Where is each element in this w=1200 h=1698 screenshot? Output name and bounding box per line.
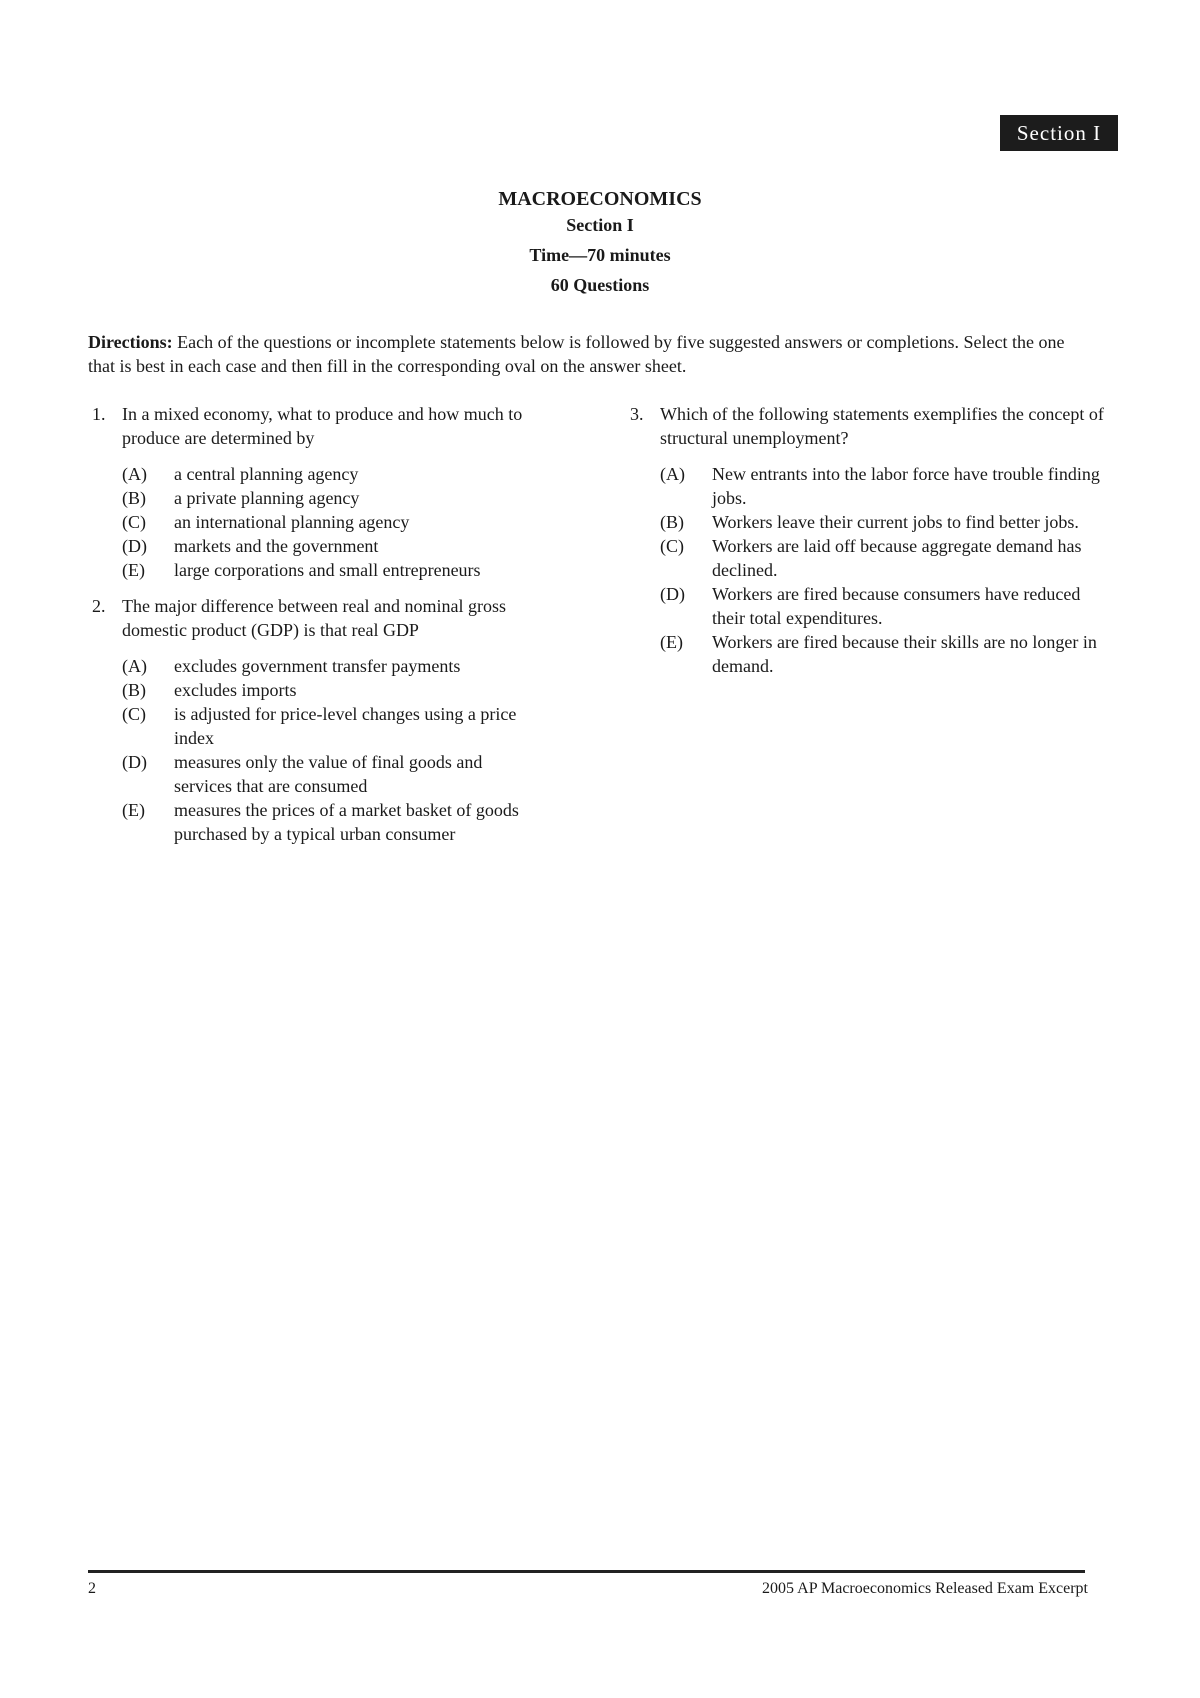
answer-option (92, 678, 537, 702)
answer-option (92, 462, 537, 486)
option-text: excludes imports (174, 680, 297, 700)
option-label: (E) (122, 800, 145, 820)
directions-label: Directions: (88, 332, 173, 352)
answer-option (92, 510, 537, 534)
option-text: is adjusted for price-level changes using a price index (174, 704, 517, 748)
question-1-options (92, 462, 537, 582)
footer-source: 2005 AP Macroeconomics Released Exam Excerpt (762, 1580, 1088, 1597)
option-label: (A) (122, 656, 147, 676)
question-number: 1. (92, 404, 106, 424)
answer-option (92, 798, 537, 846)
option-label: (D) (122, 536, 147, 556)
option-label: (D) (122, 752, 147, 772)
section-heading: Section I (566, 215, 634, 235)
option-label: (B) (122, 680, 146, 700)
option-label: (C) (122, 704, 146, 724)
page-title: MACROECONOMICS (498, 188, 702, 210)
question-number: 3. (630, 404, 644, 424)
option-text: Workers leave their current jobs to find better jobs. (712, 512, 1079, 532)
answer-option (92, 750, 537, 798)
option-text: an international planning agency (174, 512, 410, 532)
option-text: Workers are fired because their skills are no longer in demand. (712, 632, 1097, 676)
option-text: markets and the government (174, 536, 379, 556)
option-text: measures only the value of final goods and services that are consumed (174, 752, 483, 796)
option-text: a central planning agency (174, 464, 359, 484)
option-text: large corporations and small entrepreneurs (174, 560, 481, 580)
option-label: (C) (660, 536, 684, 556)
answer-option (92, 654, 537, 678)
option-text: excludes government transfer payments (174, 656, 461, 676)
page-number: 2 (88, 1580, 96, 1597)
answer-option (630, 462, 1108, 510)
footer-rule (88, 1570, 1085, 1573)
left-column (92, 402, 537, 858)
option-text: measures the prices of a market basket of goods purchased by a typical urban consumer (174, 800, 519, 844)
answer-option (630, 510, 1108, 534)
answer-option (92, 486, 537, 510)
question-3 (630, 402, 1108, 450)
question-text: In a mixed economy, what to produce and how much to produce are determined by (122, 404, 523, 448)
answer-option (92, 702, 537, 750)
directions-text: Each of the questions or incomplete statements below is followed by five suggested answers or completions. Select the one that is best in each case and then fill in the corresponding oval on the answer sheet. (88, 332, 1065, 376)
answer-option (630, 630, 1108, 678)
question-2-options (92, 654, 537, 846)
option-label: (E) (660, 632, 683, 652)
question-number: 2. (92, 596, 106, 616)
question-3-options (630, 462, 1108, 678)
answer-option (92, 558, 537, 582)
section-tab: Section I (1000, 115, 1118, 151)
question-1 (92, 402, 537, 450)
option-text: a private planning agency (174, 488, 360, 508)
question-count: 60 Questions (550, 275, 650, 295)
option-label: (A) (122, 464, 147, 484)
question-2 (92, 594, 537, 642)
directions (88, 330, 1088, 378)
option-text: New entrants into the labor force have trouble finding jobs. (712, 464, 1100, 508)
question-text: Which of the following statements exemplifies the concept of structural unemployment? (660, 404, 1104, 448)
answer-option (630, 582, 1108, 630)
option-label: (B) (660, 512, 684, 532)
option-label: (A) (660, 464, 685, 484)
option-label: (B) (122, 488, 146, 508)
time-limit: Time—70 minutes (529, 245, 671, 265)
option-label: (E) (122, 560, 145, 580)
question-text: The major difference between real and nominal gross domestic product (GDP) is that real GDP (122, 596, 507, 640)
option-text: Workers are fired because consumers have reduced their total expenditures. (712, 584, 1081, 628)
option-label: (C) (122, 512, 146, 532)
answer-option (630, 534, 1108, 582)
right-column (630, 402, 1108, 690)
option-text: Workers are laid off because aggregate demand has declined. (712, 536, 1082, 580)
option-label: (D) (660, 584, 685, 604)
answer-option (92, 534, 537, 558)
